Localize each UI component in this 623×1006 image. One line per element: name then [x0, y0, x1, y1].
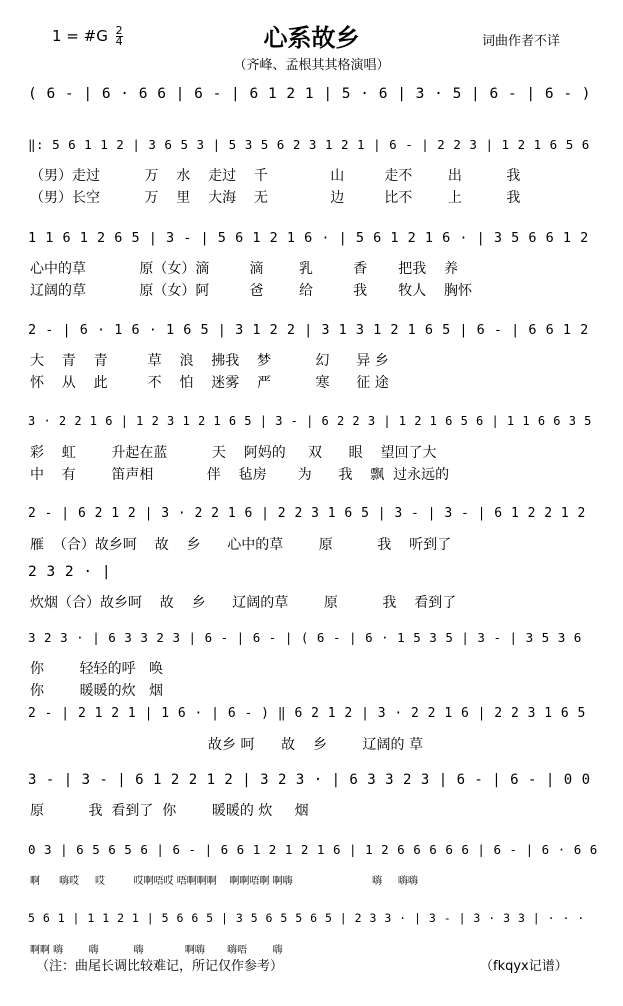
composer-credit: 词曲作者不详 — [482, 34, 561, 49]
lyric-line: 你 轻轻的呼 唤 — [30, 661, 163, 677]
lyric-line: 辽阔的草 原（女）阿 爸 给 我 牧人 胸怀 — [30, 283, 473, 299]
key-signature: 1 = #G $\frac{2}{4}$ — [52, 24, 123, 48]
time-signature: $\frac{2}{4}$ — [115, 24, 123, 48]
lyric-line: 你 暖暖的炊 烟 — [30, 683, 163, 699]
notation-row: 5 6 1 | 1 1 2 1 | 5 6 6 5 | 3 5 6 5 5 6 5 | 2 3 3 · | 3 - | 3 · 3 3 | · · · — [28, 911, 585, 925]
footer-note: （注：曲尾长调比较难记，所记仅作参考） — [36, 959, 284, 974]
notation-row: 0 3 | 6 5 6 5 6 | 6 - | 6 6 1 2 1 2 1 6 | 1 2 6 6 6 6 6 | 6 - | 6 · 6 6 — [28, 842, 598, 857]
notation-row: 3 - | 3 - | 6 1 2 2 1 2 | 3 2 3 · | 6 3 3 2 3 | 6 - | 6 - | 0 0 — [28, 772, 591, 788]
lyric-line: 心中的草 原（女）滴 滴 乳 香 把我 养 — [30, 261, 459, 277]
lyric-line: 彩 虹 升起在蓝 天 阿妈的 双 眼 望回了大 — [30, 445, 437, 461]
lyric-line: 啊 嗨哎 哎 哎啊唔哎 唔啊啊啊 啊啊唔啊 啊嗨 嗨 嗨嗨 — [30, 876, 419, 887]
lyric-line: （男）走过 万 水 走过 千 山 走不 出 我 — [30, 168, 521, 184]
notation-row: ‖: 5 6 1 1 2 | 3 6 5 3 | 5 3 5 6 2 3 1 2 1 | 6 - | 2 2 3 | 1 2 1 6 5 6 — [28, 137, 590, 152]
lyric-line: 炊烟（合）故乡呵 故 乡 辽阔的草 原 我 看到了 — [30, 595, 457, 611]
lyric-line: 雁 （合）故乡呵 故 乡 心中的草 原 我 听到了 — [30, 537, 452, 553]
lyric-line: 原 我 看到了 你 暖暖的 炊 烟 — [30, 803, 309, 819]
notation-row: 2 - | 2 1 2 1 | 1 6 · | 6 - ) ‖ 6 2 1 2 | 3 · 2 2 1 6 | 2 2 3 1 6 5 — [28, 706, 586, 721]
notation-row: 1 1 6 1 2 6 5 | 3 - | 5 6 1 2 1 6 · | 5 6 1 2 1 6 · | 3 5 6 6 1 2 — [28, 230, 589, 246]
notation-row: ( 6 - | 6 · 6 6 | 6 - | 6 1 2 1 | 5 · 6 | 3 · 5 | 6 - | 6 - ) — [28, 86, 592, 102]
notation-row: 2 - | 6 · 1 6 · 1 6 5 | 3 1 2 2 | 3 1 3 1 2 1 6 5 | 6 - | 6 6 1 2 — [28, 322, 589, 338]
notation-row: 2 3 2 · | — [28, 564, 112, 580]
lyric-line: 中 有 笛声相 伴 毡房 为 我 飘 过永远的 — [30, 467, 450, 483]
notation-row: 2 - | 6 2 1 2 | 3 · 2 2 1 6 | 2 2 3 1 6 5 | 3 - | 3 - | 6 1 2 2 1 2 — [28, 506, 586, 521]
lyric-line: 故乡 呵 故 乡 辽阔的 草 — [30, 737, 424, 753]
transcriber-credit: （fkqyx记谱） — [480, 959, 568, 974]
lyric-line: 怀 从 此 不 怕 迷雾 严 寒 征 途 — [30, 375, 389, 391]
song-title: 心系故乡 — [263, 24, 360, 52]
notation-row: 3 2 3 · | 6 3 3 2 3 | 6 - | 6 - | ( 6 - | 6 · 1 5 3 5 | 3 - | 3 5 3 6 — [28, 630, 582, 645]
notation-row: 3 · 2 2 1 6 | 1 2 3 1 2 1 6 5 | 3 - | 6 2 2 3 | 1 2 1 6 5 6 | 1 1 6 6 3 5 — [28, 414, 592, 428]
lyric-line: 大 青 青 草 浪 拂我 梦 幻 异 乡 — [30, 353, 389, 369]
lyric-line: 啊啊 嗨 嗨 嗨 啊嗨 嗨唔 嗨 — [30, 945, 283, 956]
lyric-line: （男）长空 万 里 大海 无 边 比不 上 我 — [30, 190, 521, 206]
performer-subtitle: （齐峰、孟根其其格演唱） — [233, 58, 390, 73]
